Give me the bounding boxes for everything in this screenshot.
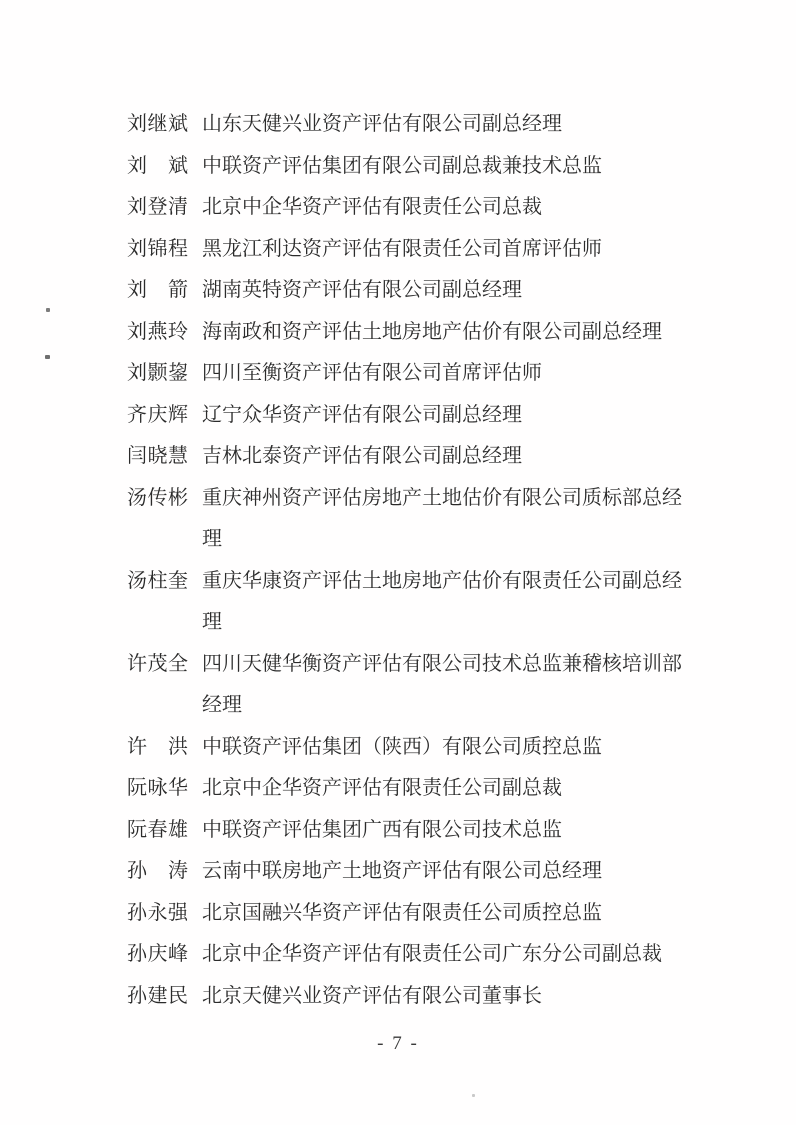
entry-row [127,353,693,395]
person-title: 中联资产评估集团有限公司副总裁兼技术总监 [202,154,602,177]
entry-row [127,146,693,188]
scan-speck [46,308,50,312]
entry-row [127,644,693,727]
entry-row [127,768,693,810]
person-name: 刘 斌 [127,154,189,177]
person-name: 孙永强 [127,901,189,924]
person-name: 孙建民 [127,984,189,1007]
entry-row [127,851,693,893]
person-name: 齐庆辉 [127,403,189,426]
entry-row [127,727,693,769]
person-title: 中联资产评估集团（陕西）有限公司质控总监 [202,735,602,758]
entry-row [127,478,693,561]
person-name: 刘 箭 [127,279,189,301]
entry-row [127,436,693,478]
person-title: 中联资产评估集团广西有限公司技术总监 [202,818,562,841]
person-title: 北京国融兴华资产评估有限责任公司质控总监 [202,901,602,924]
person-name: 刘锦程 [127,237,189,260]
entry-row [127,561,693,644]
person-title: 山东天健兴业资产评估有限公司副总经理 [202,113,562,135]
scan-speck [472,1094,475,1097]
scan-speck [45,355,50,359]
entry-row [127,104,693,146]
person-name: 阮咏华 [127,777,189,799]
person-name: 孙庆峰 [127,943,189,965]
entry-row [127,312,693,354]
person-title: 辽宁众华资产评估有限公司副总经理 [202,403,522,426]
entry-row [127,893,693,935]
person-title: 湖南英特资产评估有限公司副总经理 [202,279,522,301]
entry-row [127,395,693,437]
appraiser-name-list [127,104,693,1017]
entry-row [127,229,693,271]
person-title: 重庆神州资产评估房地产土地估价有限公司质标部总经理 [202,486,682,550]
entry-row [127,976,693,1018]
person-title: 海南政和资产评估土地房地产估价有限公司副总经理 [202,320,662,343]
entry-row [127,934,693,976]
person-title: 云南中联房地产土地资产评估有限公司总经理 [202,860,602,882]
person-title: 重庆华康资产评估土地房地产估价有限责任公司副总经理 [202,569,682,633]
page-number: - 7 - [377,1033,419,1054]
person-title: 北京中企华资产评估有限责任公司副总裁 [202,777,562,799]
entry-row [127,187,693,229]
person-title: 四川至衡资产评估有限公司首席评估师 [202,362,542,384]
person-name: 许茂全 [127,652,189,675]
person-name: 阮春雄 [127,818,189,841]
person-name: 汤传彬 [127,486,189,509]
person-title: 四川天健华衡资产评估有限公司技术总监兼稽核培训部经理 [202,652,682,716]
person-name: 刘继斌 [127,113,189,135]
person-title: 吉林北泰资产评估有限公司副总经理 [202,445,522,467]
person-name: 刘燕玲 [127,320,189,343]
person-title: 北京天健兴业资产评估有限公司董事长 [202,984,542,1007]
person-name: 刘颢鋆 [127,362,189,384]
entry-row [127,810,693,852]
person-title: 北京中企华资产评估有限责任公司总裁 [202,196,542,218]
person-title: 黑龙江利达资产评估有限责任公司首席评估师 [202,237,602,260]
person-name: 许 洪 [127,735,189,758]
entry-row [127,270,693,312]
person-name: 闫晓慧 [127,445,189,467]
person-name: 孙 涛 [127,860,189,882]
person-name: 刘登清 [127,196,189,218]
person-title: 北京中企华资产评估有限责任公司广东分公司副总裁 [202,943,662,965]
person-name: 汤柱奎 [127,569,189,592]
